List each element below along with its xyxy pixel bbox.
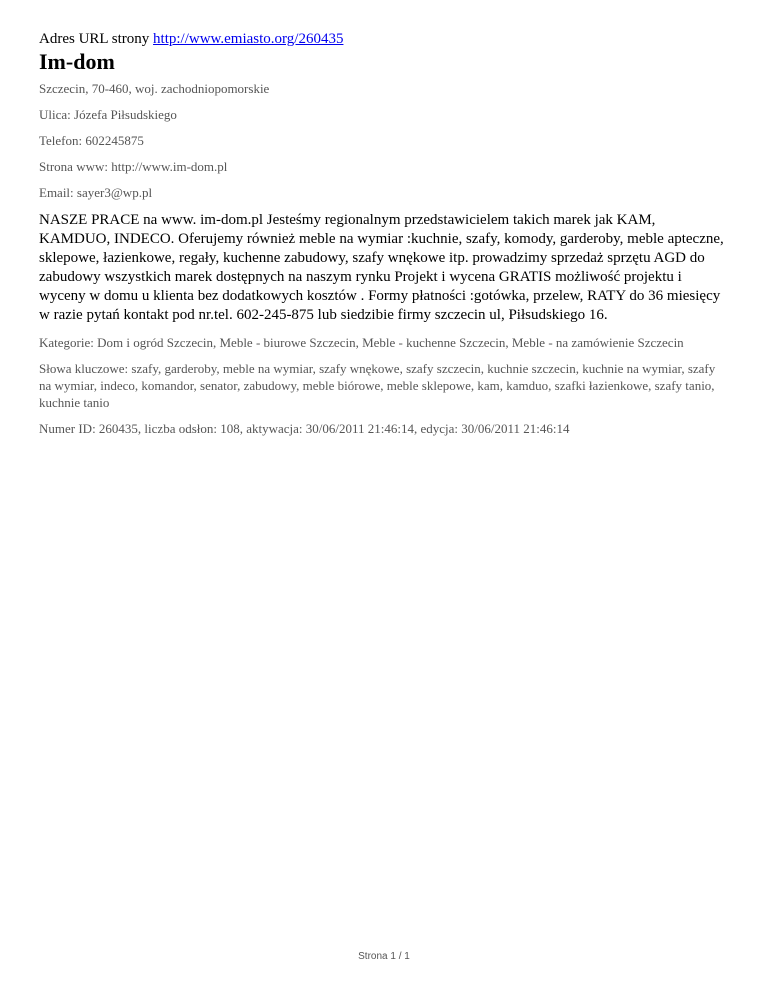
company-email: Email: sayer3@wp.pl <box>39 185 153 200</box>
categories: Kategorie: Dom i ogród Szczecin, Meble - biurowe Szczecin, Meble - kuchenne Szczecin, Meble - na zamówienie Szczecin <box>39 335 684 350</box>
company-street: Ulica: Józefa Piłsudskiego <box>39 107 177 122</box>
url-line <box>39 30 729 48</box>
company-website: Strona www: http://www.im-dom.pl <box>39 159 228 174</box>
page-number: Strona 1 / 1 <box>358 951 410 962</box>
url-link[interactable]: http://www.emiasto.org/260435 <box>153 31 344 47</box>
company-phone: Telefon: 602245875 <box>39 133 144 148</box>
company-description: NASZE PRACE na www. im-dom.pl Jesteśmy regionalnym przedstawicielem takich marek jak KAM, KAMDUO, INDECO. Oferujemy również meble na wymiar :kuchnie, szafy, komody, garderoby, meble apteczne, sklepowe, łazienkowe, regały, kuchenne zabudowy, szafy wnękowe itp. prowadzimy sprzedaż sprzętu AGD do zabudowy wszystkich marek dostępnych na naszym rynku Projekt i wycena GRATIS możliwość projektu i wyceny w domu u klienta bez dodatkowych kosztów . Formy płatności :gotówka, przelew, RATY do 36 miesięcy w razie pytań kontakt pod nr.tel. 602-245-875 lub siedzibie firmy szczecin ul, Piłsudskiego 16. <box>39 212 724 323</box>
record-info: Numer ID: 260435, liczba odsłon: 108, aktywacja: 30/06/2011 21:46:14, edycja: 30/06/2011 21:46:14 <box>39 421 570 436</box>
company-location: Szczecin, 70-460, woj. zachodniopomorskie <box>39 81 270 96</box>
keywords: Słowa kluczowe: szafy, garderoby, meble na wymiar, szafy wnękowe, szafy szczecin, kuchnie szczecin, kuchnie na wymiar, szafy na wymiar, indeco, komandor, senator, zabudowy, meble biórowe, meble sklepowe, kam, kamduo, szafki łazienkowe, szafy tanio, kuchnie tanio <box>39 361 716 410</box>
url-label: Adres URL strony <box>39 31 150 47</box>
document-page <box>39 30 729 446</box>
company-name: Im-dom <box>39 49 115 74</box>
